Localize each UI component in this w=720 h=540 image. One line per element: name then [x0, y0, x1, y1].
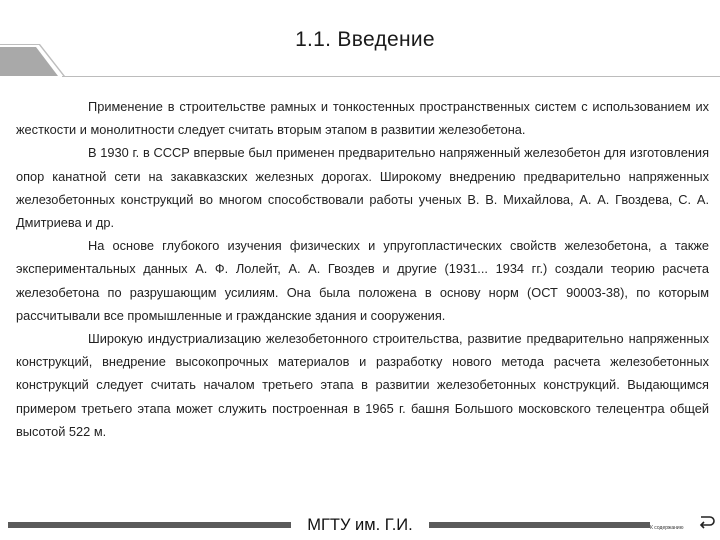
- paragraph: Широкую индустриализацию железобетонного строительства, развитие предварительно напряженных конструкций, внедрение высокопрочных материалов и разработку нового метода расчета железобетонных конструкций следует считать началом третьего этапа в развитии железобетонных конструкций. Выдающимся примером третьего этапа может служить построенная в 1965 г. башня Большого московского телецентра общей высотой 522 м.: [16, 331, 709, 439]
- paragraph: Применение в строительстве рамных и тонкостенных пространственных систем с использованием их жесткости и монолитности следует считать вторым этапом в развитии железобетона.: [16, 99, 709, 138]
- slide-title: 1.1. Введение: [295, 28, 435, 51]
- footer: [0, 516, 720, 535]
- back-to-contents-button[interactable]: [650, 512, 716, 534]
- slide-body: [16, 95, 709, 443]
- paragraph: В 1930 г. в СССР впервые был применен предварительно напряженный железобетон для изготовления опор канатной сети на закавказских железных дорогах. Широкому внедрению предварительно напряженных железобетонных конструкций во многом способствовали работы ученых В. В. Михайлова, А. А. Гвоздева, С. А. Дмитриева и др.: [16, 145, 709, 231]
- paragraph: На основе глубокого изучения физических и упругопластических свойств железобетона, а также экспериментальных данных А. Ф. Лолейт, А. А. Гвоздев и другие (1931... 1934 гг.) создали теорию расчета железобетона по разрушающим усилиям. Она была положена в основу норм (ОСТ 90003-38), по которым рассчитывали все промышленные и гражданские здания и сооружения.: [16, 238, 709, 323]
- footer-institution: МГТУ им. Г.И.: [291, 516, 429, 534]
- title-divider: [62, 76, 720, 77]
- back-to-contents-label: К содержанию: [650, 525, 684, 531]
- return-arrow-icon: [698, 512, 716, 530]
